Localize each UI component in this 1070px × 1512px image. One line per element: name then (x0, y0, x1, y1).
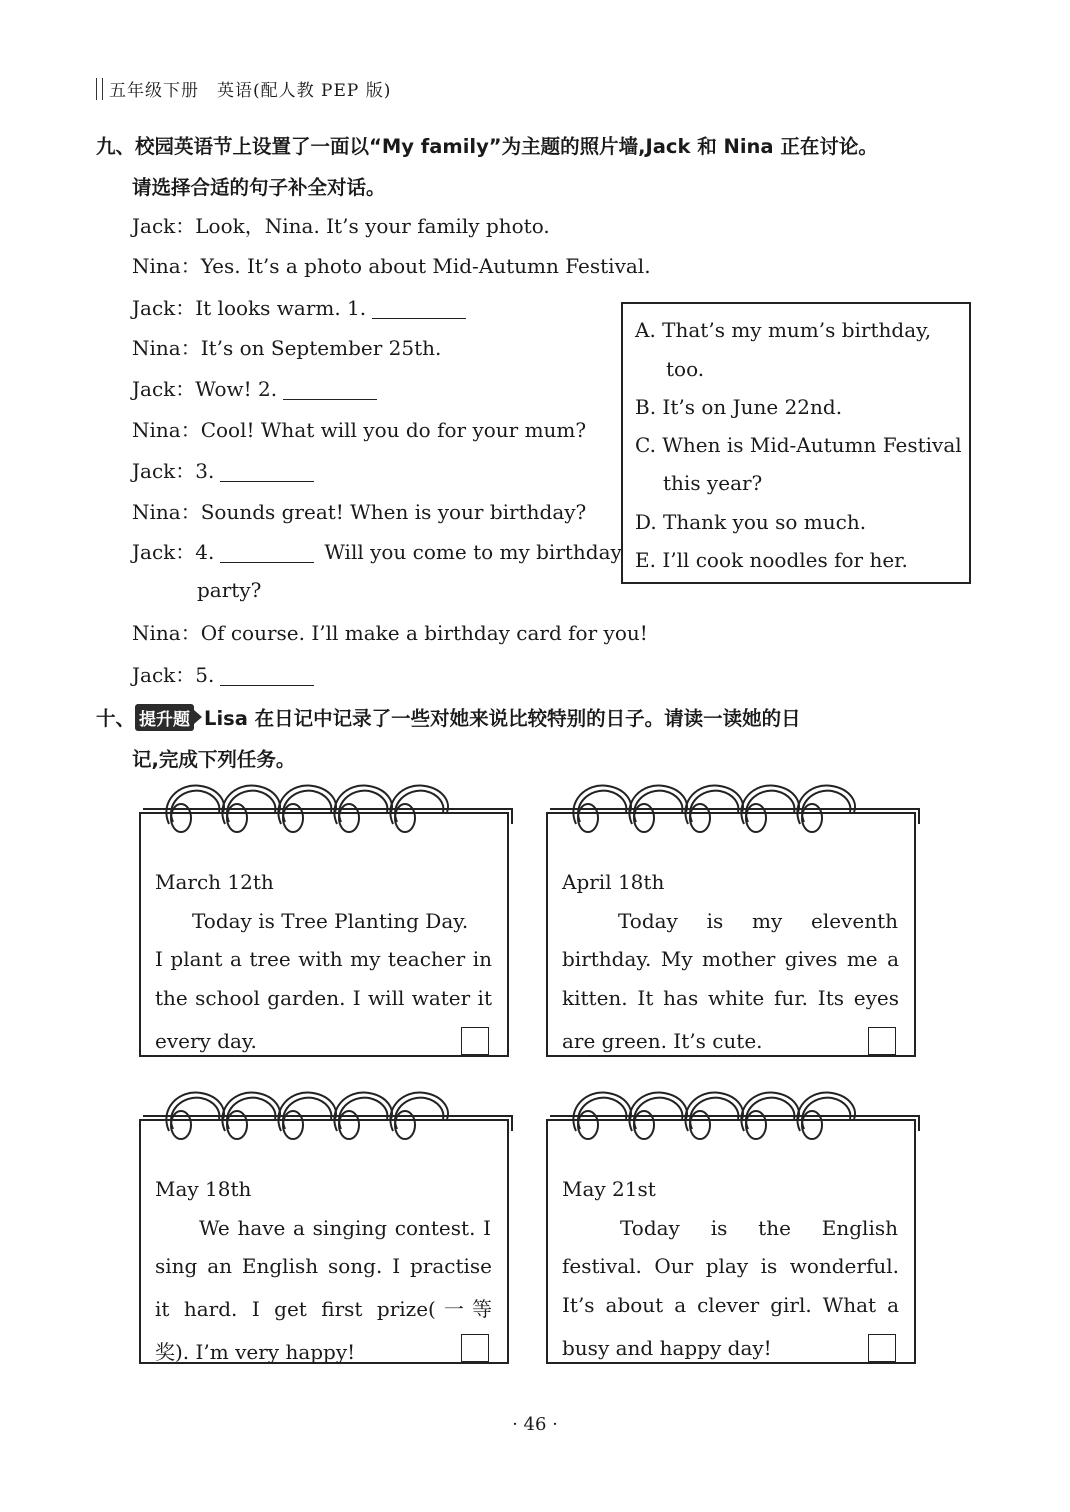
diary-line: Today is my eleventh (618, 909, 898, 933)
q9-instruction-line2: 请选择合适的句子补全对话。 (132, 176, 386, 199)
diary-line: Today is the English (620, 1216, 898, 1240)
diary-line: it hard. I get first prize(一等 (155, 1297, 492, 1321)
option-a: A. That’s my mum’s birthday, (635, 318, 932, 342)
option-e: E. I’ll cook noodles for her. (635, 548, 908, 572)
dialogue-line: Jack：Look，Nina. It’s your family photo. (132, 214, 550, 238)
dialogue-line: Nina：Of course. I’ll make a birthday card for you! (132, 621, 648, 645)
q9-instruction-line1: 九、校园英语节上设置了一面以“My family”为主题的照片墙,Jack 和 Nina 正在讨论。 (96, 135, 878, 158)
option-c-cont: this year? (663, 471, 763, 495)
diary-line: 奖). I’m very happy! (155, 1340, 356, 1364)
answer-checkbox[interactable] (868, 1334, 896, 1362)
diary-date: April 18th (562, 870, 665, 894)
diary-line: Today is Tree Planting Day. (192, 909, 469, 933)
answer-blank-2[interactable] (283, 379, 377, 400)
diary-date: March 12th (155, 870, 274, 894)
page-number: · 46 · (512, 1414, 558, 1435)
answer-checkbox[interactable] (461, 1334, 489, 1362)
dialogue-line: Jack：5. (132, 659, 314, 688)
diary-line: every day. (155, 1029, 257, 1053)
dialogue-line: party? (197, 578, 262, 602)
q10-instruction-line2: 记,完成下列任务。 (132, 748, 296, 771)
spiral-rings-icon (159, 772, 479, 842)
dialogue-line: Nina：Sounds great! When is your birthday? (132, 500, 587, 524)
option-a-cont: too. (666, 357, 705, 381)
q10-number: 十、 (96, 707, 136, 730)
diary-card (139, 1091, 509, 1364)
answer-checkbox[interactable] (868, 1027, 896, 1055)
diary-card (139, 784, 509, 1057)
header-bar-icon (96, 78, 103, 100)
diary-card (546, 784, 916, 1057)
option-b: B. It’s on June 22nd. (635, 395, 843, 419)
diary-line: festival. Our play is wonderful. (562, 1254, 899, 1278)
answer-blank-4[interactable] (220, 542, 314, 563)
diary-line: I plant a tree with my teacher in (155, 947, 492, 971)
q9-number: 九、 (96, 135, 136, 158)
answer-blank-3[interactable] (220, 461, 314, 482)
header-text: 五年级下册 英语(配人教 PEP 版) (109, 81, 392, 101)
diary-line: birthday. My mother gives me a (562, 947, 899, 971)
dialogue-line: Nina：It’s on September 25th. (132, 336, 442, 360)
difficulty-badge: 提升题 (135, 704, 194, 731)
diary-line: sing an English song. I practise (155, 1254, 492, 1278)
diary-line: We have a singing contest. I (199, 1216, 491, 1240)
option-c: C. When is Mid-Autumn Festival (635, 433, 962, 457)
spiral-rings-icon (159, 1079, 479, 1149)
q10-instruction-line1: 十、 提升题 Lisa 在日记中记录了一些对她来说比较特别的日子。请读一读她的日 (96, 703, 801, 731)
dialogue-line: Jack：3. (132, 455, 314, 484)
answer-checkbox[interactable] (461, 1027, 489, 1055)
dialogue-line: Jack：Wow! 2. (132, 373, 377, 402)
diary-date: May 18th (155, 1177, 252, 1201)
dialogue-line: Jack：4. Will you come to my birthday (132, 540, 622, 564)
diary-date: May 21st (562, 1177, 656, 1201)
diary-line: kitten. It has white fur. Its eyes (562, 986, 899, 1010)
diary-line: the school garden. I will water it (155, 986, 492, 1010)
answer-blank-1[interactable] (372, 298, 466, 319)
dialogue-line: Nina：Cool! What will you do for your mum? (132, 418, 587, 442)
diary-line: busy and happy day! (562, 1336, 772, 1360)
diary-line: It’s about a clever girl. What a (562, 1293, 899, 1317)
spiral-rings-icon (566, 772, 886, 842)
dialogue-line: Nina：Yes. It’s a photo about Mid-Autumn Festival. (132, 254, 651, 278)
diary-card (546, 1091, 916, 1364)
running-header (96, 76, 391, 101)
dialogue-line: Jack：It looks warm. 1. (132, 292, 466, 321)
diary-line: are green. It’s cute. (562, 1029, 763, 1053)
answer-blank-5[interactable] (220, 665, 314, 686)
option-d: D. Thank you so much. (635, 510, 867, 534)
spiral-rings-icon (566, 1079, 886, 1149)
